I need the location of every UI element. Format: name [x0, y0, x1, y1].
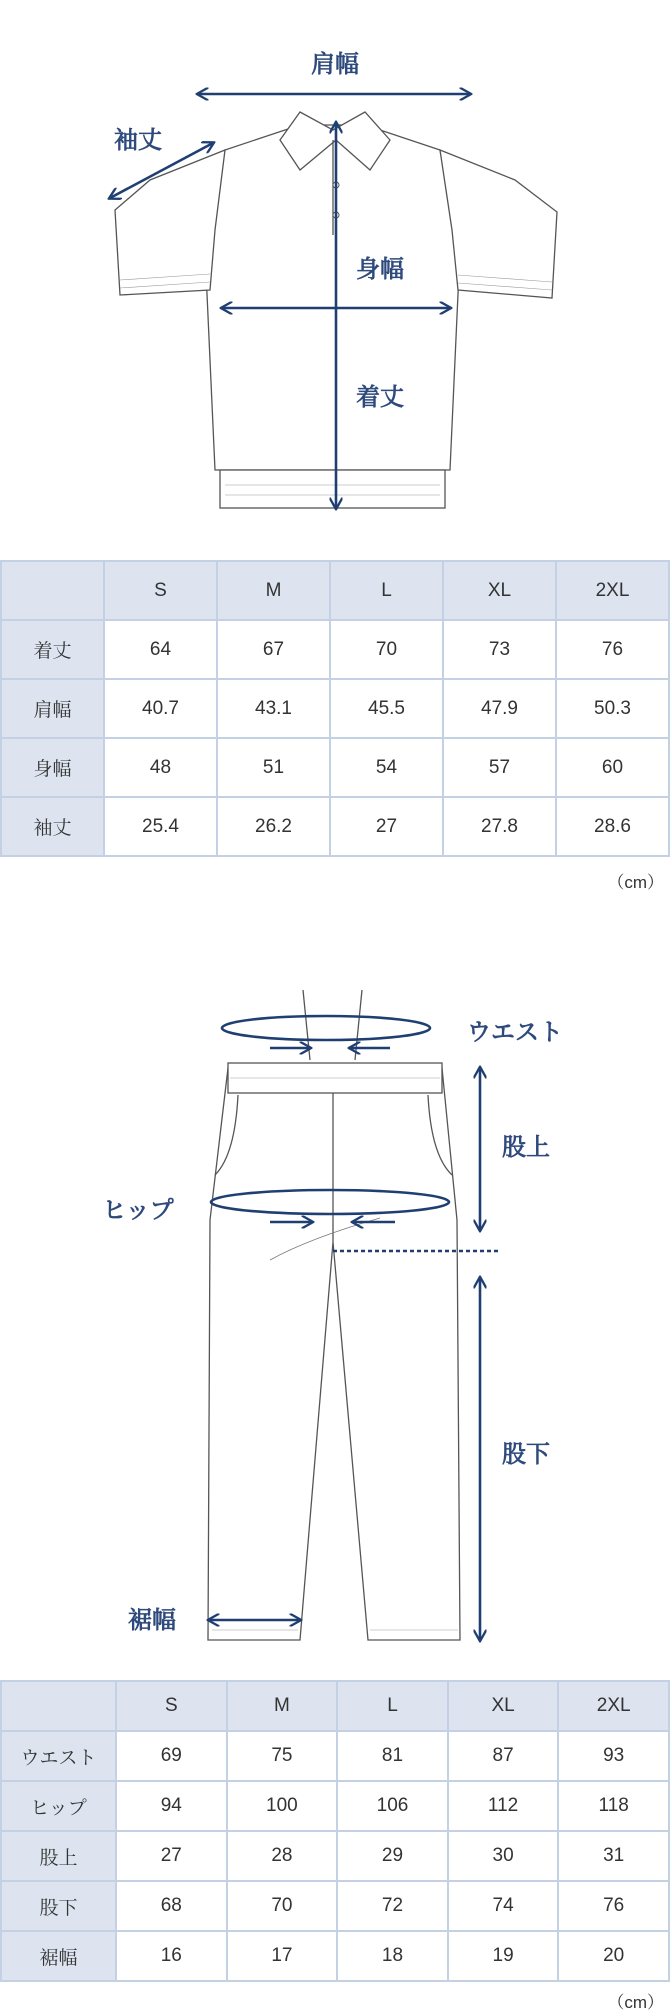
unit-label: （cm）: [607, 1993, 664, 2012]
waist-ellipse: [222, 1016, 430, 1040]
table-cell: 57: [443, 738, 556, 797]
table-header-row: [1, 1681, 669, 1731]
table-header-row: [1, 561, 669, 620]
table-cell: 40.7: [104, 679, 217, 738]
shirt-diagram: [0, 0, 670, 540]
table-cell: 118: [558, 1781, 669, 1831]
table-cell: 106: [337, 1781, 448, 1831]
header-cell: [1, 561, 104, 620]
table-cell: 67: [217, 620, 330, 679]
row-header: ウエスト: [1, 1731, 116, 1781]
row-header: 着丈: [1, 620, 104, 679]
row-header: 肩幅: [1, 679, 104, 738]
row-header: 裾幅: [1, 1931, 116, 1981]
header-cell: 2XL: [556, 561, 669, 620]
label-hip: ヒップ: [102, 1196, 174, 1224]
pants-illustration: [0, 960, 670, 1660]
table-cell: 19: [448, 1931, 559, 1981]
pants-size-table: [0, 1680, 670, 1982]
table-row: [1, 679, 669, 738]
header-cell: S: [104, 561, 217, 620]
table-cell: 94: [116, 1781, 227, 1831]
row-header: 身幅: [1, 738, 104, 797]
unit-label: （cm）: [607, 873, 664, 892]
header-cell: XL: [448, 1681, 559, 1731]
table-cell: 112: [448, 1781, 559, 1831]
table-cell: 28.6: [556, 797, 669, 856]
table-cell: 30: [448, 1831, 559, 1881]
table-cell: 60: [556, 738, 669, 797]
table-row: [1, 1931, 669, 1981]
table-cell: 68: [116, 1881, 227, 1931]
table-cell: 100: [227, 1781, 338, 1831]
table-row: [1, 797, 669, 856]
table-cell: 45.5: [330, 679, 443, 738]
table-cell: 27: [116, 1831, 227, 1881]
table-cell: 43.1: [217, 679, 330, 738]
label-hem: 裾幅: [128, 1606, 176, 1634]
header-cell: 2XL: [558, 1681, 669, 1731]
table-cell: 16: [116, 1931, 227, 1981]
label-sleeve: 袖丈: [114, 126, 162, 154]
table-cell: 70: [227, 1881, 338, 1931]
table-cell: 81: [337, 1731, 448, 1781]
table-row: [1, 1881, 669, 1931]
table-cell: 74: [448, 1881, 559, 1931]
table-cell: 18: [337, 1931, 448, 1981]
header-cell: M: [227, 1681, 338, 1731]
shirt-illustration: [0, 0, 670, 540]
shirt-size-table: [0, 560, 670, 857]
table-cell: 76: [556, 620, 669, 679]
table-cell: 93: [558, 1731, 669, 1781]
label-waist: ウエスト: [467, 1018, 563, 1046]
table-cell: 28: [227, 1831, 338, 1881]
table-cell: 29: [337, 1831, 448, 1881]
table-cell: 72: [337, 1881, 448, 1931]
row-header: ヒップ: [1, 1781, 116, 1831]
table-cell: 69: [116, 1731, 227, 1781]
table-row: [1, 1781, 669, 1831]
table-cell: 70: [330, 620, 443, 679]
table-row: [1, 1731, 669, 1781]
table-cell: 73: [443, 620, 556, 679]
table-cell: 17: [227, 1931, 338, 1981]
table-cell: 26.2: [217, 797, 330, 856]
table-cell: 27: [330, 797, 443, 856]
header-cell: XL: [443, 561, 556, 620]
label-rise: 股上: [502, 1133, 550, 1161]
header-cell: M: [217, 561, 330, 620]
row-header: 股上: [1, 1831, 116, 1881]
table-cell: 27.8: [443, 797, 556, 856]
label-length: 着丈: [356, 383, 404, 411]
row-header: 股下: [1, 1881, 116, 1931]
table-cell: 87: [448, 1731, 559, 1781]
header-cell: [1, 1681, 116, 1731]
table-row: [1, 1831, 669, 1881]
header-cell: L: [330, 561, 443, 620]
label-body-width: 身幅: [356, 255, 404, 283]
table-cell: 48: [104, 738, 217, 797]
table-cell: 25.4: [104, 797, 217, 856]
header-cell: S: [116, 1681, 227, 1731]
pants-diagram: [0, 960, 670, 1660]
table-cell: 51: [217, 738, 330, 797]
header-cell: L: [337, 1681, 448, 1731]
table-cell: 54: [330, 738, 443, 797]
table-row: [1, 738, 669, 797]
table-cell: 20: [558, 1931, 669, 1981]
table-cell: 47.9: [443, 679, 556, 738]
table-row: [1, 620, 669, 679]
label-inseam: 股下: [502, 1440, 550, 1468]
table-cell: 64: [104, 620, 217, 679]
table-cell: 76: [558, 1881, 669, 1931]
table-cell: 31: [558, 1831, 669, 1881]
pants-outline: [208, 990, 460, 1640]
row-header: 袖丈: [1, 797, 104, 856]
label-shoulder: 肩幅: [311, 50, 359, 78]
table-cell: 75: [227, 1731, 338, 1781]
table-cell: 50.3: [556, 679, 669, 738]
